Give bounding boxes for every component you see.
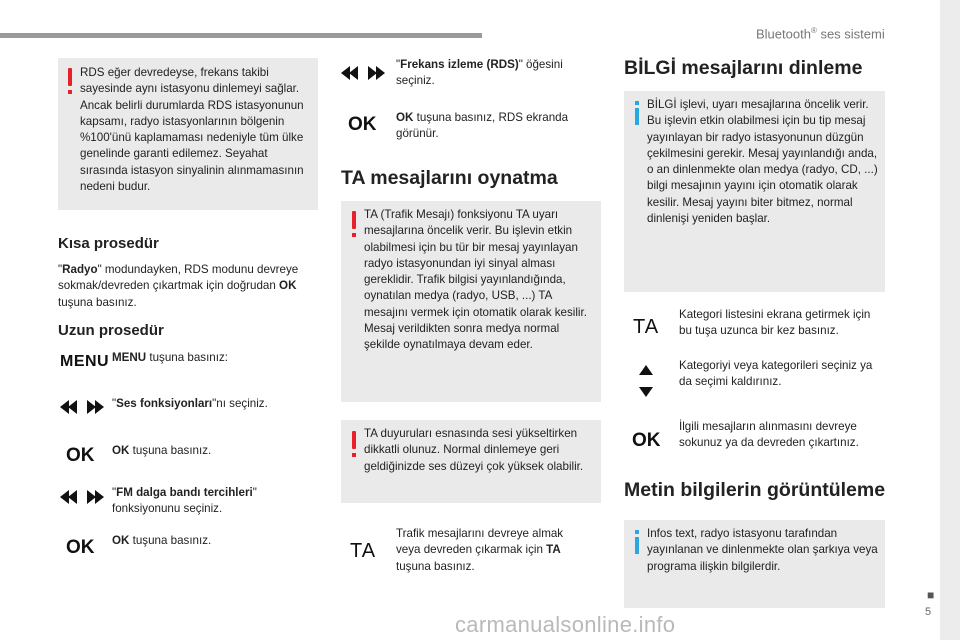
ta-instruction-text: Trafik mesajlarını devreye almak veya devreden çıkarmak için TA tuşuna basınız. [396, 527, 564, 573]
warning-icon [352, 431, 356, 449]
step-text: OK tuşuna basınız. [112, 534, 212, 547]
category-select-text: Kategoriyi veya kategorileri seçiniz ya da seçimi kaldırınız. [679, 359, 873, 389]
step-text: OK tuşuna basınız, RDS ekranda görünür. [396, 111, 569, 141]
step-text: "Ses fonksiyonları"nı seçiniz. [112, 397, 268, 410]
page-header-title: Bluetooth® ses sistemi [756, 26, 885, 42]
menu-key-icon: MENU [60, 353, 110, 370]
text-info-note-text: Infos text, radyo istasyonu tarafından yayınlanan ve dinlenmekte olan şarkıya veya programa ilişkin bilgilerdir. [647, 527, 878, 573]
short-procedure-text: "Radyo" modundayken, RDS modunu devreye sokmak/devreden çıkartmak için doğrudan OK tuşuna basınız. [58, 263, 299, 309]
top-rule [0, 33, 482, 38]
step-text: "Frekans izleme (RDS)" öğesini seçiniz. [396, 58, 563, 88]
ta-volume-text: TA duyuruları esnasında sesi yükseltirken dikkatli olunuz. Normal dinlemeye geri geldiğinizde ses düzeyi çok yüksek olabilir. [364, 427, 584, 473]
step-text: OK tuşuna basınız. [112, 444, 212, 457]
ok-key-icon: OK [632, 430, 661, 451]
page-sidebar [940, 0, 960, 640]
left-right-arrows-icon [60, 490, 104, 504]
info-note-text: BİLGİ işlevi, uyarı mesajlarına öncelik verir. Bu işlevin etkin olabilmesi için bu tip mesaj yayınlayan bir radyo istasyonunun düzgün çekilmesini gerekir. Mesaj yayınlandığı anda, o an dinlenmekte olan medya (radyo, CD, ...) bilgi mesajının yayını için otomatik olarak kesilir. Mesaj yayını biter bitmez, normal dinlenişi yeniden başlar. [647, 98, 878, 226]
ta-section-title: TA mesajlarını oynatma [341, 167, 558, 189]
long-procedure-title: Uzun prosedür [58, 322, 164, 339]
step-text: MENU tuşuna basınız: [112, 351, 228, 364]
warning-icon [352, 211, 356, 229]
info-section-title: BİLGİ mesajlarını dinleme [624, 57, 863, 79]
short-procedure-title: Kısa prosedür [58, 235, 159, 252]
warning-icon [68, 68, 72, 86]
ok-key-icon: OK [66, 445, 95, 466]
page-marker: ■ [927, 588, 935, 602]
ta-warning-text: TA (Trafik Mesajı) fonksiyonu TA uyarı mesajlarına öncelik verir. Bu işlevin etkin olabilmesi için bu tür bir mesaj yayınlayan radyo istasyonundan iyi sinyal alması gereklidir. Trafik bilgisi yayınlandığında, oynatılan medya (radyo, USB, ...) TA mesajını vermek için otomatik olarak kesilir. Mesaj verildikten sonra medya normal şekilde oynatılmaya devam eder. [364, 208, 587, 352]
info-icon [635, 108, 639, 125]
page-number: 5 [925, 606, 932, 618]
watermark: carmanualsonline.info [455, 612, 676, 637]
step-text: "FM dalga bandı tercihleri" fonksiyonunu seçiniz. [112, 486, 257, 516]
info-icon [635, 537, 639, 554]
category-list-text: Kategori listesini ekrana getirmek için bu tuşa uzunca bir kez basınız. [679, 308, 871, 338]
up-down-arrows-icon [639, 365, 653, 397]
rds-warning-text: RDS eğer devredeyse, frekans takibi sayesinde aynı istasyonu dinlemeyi sağlar. Ancak belirli durumlarda RDS istasyonunun kapsamı, radyo istasyonlarının bölgenin %100'ünü kaplamaması nedeniyle tüm ülke genelinde garanti edilemez. Seyahat sırasında istasyon sinyalinin alınmamasının nedeni budur. [80, 66, 304, 194]
message-toggle-text: İlgili mesajların alınmasını devreye sokunuz ya da devreden çıkartınız. [679, 420, 859, 450]
left-right-arrows-icon [341, 66, 385, 80]
left-right-arrows-icon [60, 400, 104, 414]
text-info-section-title: Metin bilgilerin görüntüleme [624, 479, 886, 501]
ta-key-icon: TA [350, 540, 377, 562]
ta-key-icon: TA [633, 316, 660, 338]
ok-key-icon: OK [66, 537, 95, 558]
ok-key-icon: OK [348, 114, 377, 135]
